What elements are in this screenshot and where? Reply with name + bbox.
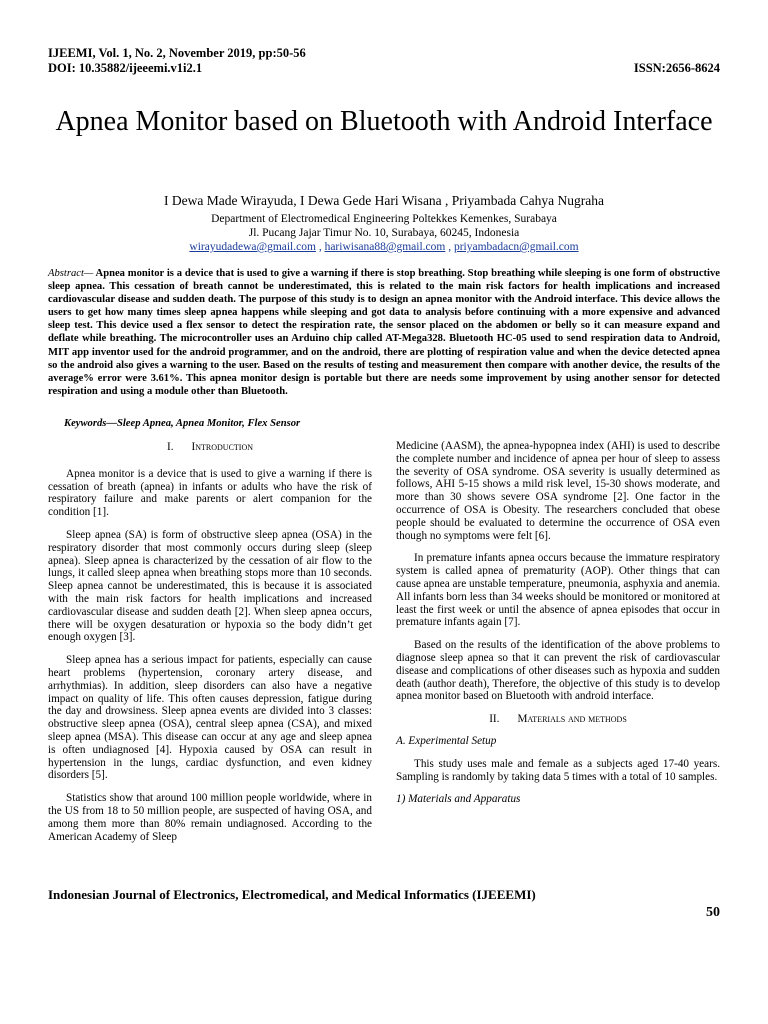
journal-header: IJEEMI, Vol. 1, No. 2, November 2019, pp:50-56 xyxy=(48,46,306,60)
subsection-heading: A. Experimental Setup xyxy=(396,734,497,747)
paragraph: Based on the results of the identification of the above problems to diagnose sleep apnea so that it can prevent the risk of cardiovascular disease and complications of other diseases such as hypoxia and sudden death (author death), Therefore, the objective of this study is to develop apnea monitor based on Bluetooth with android interface. xyxy=(396,639,720,703)
section-heading-introduction: I. Introduction xyxy=(166,441,254,453)
doi-line: DOI: 10.35882/ijeeemi.v1i2.1 xyxy=(48,61,203,75)
paragraph: In premature infants apnea occurs because the immature respiratory system is called apnea of prematurity (AOP). Other things that can cause apnea are unstable temperature, pneumonia, asphyxia and anemia. All infants born less than 34 weeks should be monitored or monitored at least the first week or until the absence of apnea episodes that occur in premature infants again [7]. xyxy=(396,552,720,629)
paragraph: Sleep apnea has a serious impact for patients, especially can cause heart problems (hypertension, coronary artery disease, and arrhythmias). In addition, sleep disorders can also have a negative impact on quality of life. This often causes depression, fatigue during the day and drowsiness. Sleep apnea events are divided into 3 classes: obstructive sleep apnea (OSA), central sleep apnea (CSA), and mixed sleep apnea (MSA). This disease can occur at any age and sleep apnea is often undiagnosed [4]. Hypoxia caused by OSA can result in hypertension in the lungs, cardiac dysfunction, and even kidney disorders [5]. xyxy=(48,654,372,782)
affiliation-department: Department of Electromedical Engineering Poltekkes Kemenkes, Surabaya xyxy=(211,213,557,225)
author-emails: wirayudadewa@gmail.com , hariwisana88@gmail.com , priyambadacn@gmail.com xyxy=(189,241,579,253)
issn-line: ISSN:2656-8624 xyxy=(633,61,720,75)
email-link[interactable]: wirayudadewa@gmail.com xyxy=(189,241,316,253)
paragraph: Apnea monitor is a device that is used to give a warning if there is cessation of breath (apnea) in infants or adults who have the risk of respiratory failure and make parents or alert companion for the condition [1]. xyxy=(48,467,372,519)
keywords: Keywords—Sleep Apnea, Apnea Monitor, Flex Sensor xyxy=(64,418,301,429)
right-column xyxy=(396,440,720,816)
email-link[interactable]: hariwisana88@gmail.com xyxy=(324,241,446,253)
paragraph: This study uses male and female as a subjects aged 17-40 years. Sampling is randomly by taking data 5 times with a total of 10 samples. xyxy=(396,757,720,783)
page-number: 50 xyxy=(706,905,720,920)
left-column xyxy=(48,441,372,853)
abstract xyxy=(48,267,720,398)
abstract-text: Apnea monitor is a device that is used to give a warning if there is stop breathing. Stop breathing while sleeping is one form of obstructive sleep apnea. This cessation of breath cannot be underestimated, this is related to the main risk factors for health implications and increased cardiovascular disease and sudden death. The purpose of this study is to design an apnea monitor with the Android interface. This device allows the users to get how many times sleep apnea happens while sleeping and got data to analysis before continuing with a more expensive and advanced sleep test. This device used a flex sensor to detect the respiration rate, the sensor placed on the abdomen or belly so it can measure expand and deflate while breathing. The microcontroller uses an Arduino chip called AT-Mega328. Bluetooth HC-05 used to send respiration data to Android, MIT app inventor used for the android programmer, and on the android, there are plotting of respiration value and when the device detected apnea so the android also gives a warning to the user. Based on the results of testing and measurement then compare with another device, the results of the average% error were 3.61%. This apnea monitor design is portable but there are needs some improvement by using another sensor for detected respiration and using a module other than Bluetooth. xyxy=(48,268,720,397)
paragraph: Medicine (AASM), the apnea-hypopnea index (AHI) is used to describe the complete number and incidence of apnea per hour of sleep to assess the severity of OSA syndrome. OSA severity is usually determined as follows, AHI 5-15 shows a mild risk level, 15-30 shows moderate, and more than 30 shows severe OSA syndrome [2]. One factor in the occurrence of OSA is Obesity. The researchers concluded that obese people should be evaluated to determine the occurrence of OSA even though no symptoms were felt [6]. xyxy=(396,440,720,542)
paragraph: Statistics show that around 100 million people worldwide, where in the US from 18 to 50 million people, are suspected of having OSA, and among them more than 80% remain undiagnosed. According to the American Academy of Sleep xyxy=(48,792,372,843)
paper-title: Apnea Monitor based on Bluetooth with Android Interface xyxy=(55,106,713,137)
email-link[interactable]: priyambadacn@gmail.com xyxy=(453,241,579,253)
footer-journal-name: Indonesian Journal of Electronics, Electromedical, and Medical Informatics (IJEEEMI) xyxy=(48,887,536,902)
author-list: I Dewa Made Wirayuda, I Dewa Gede Hari Wisana , Priyambada Cahya Nugraha xyxy=(164,193,604,208)
subsubsection-heading: 1) Materials and Apparatus xyxy=(396,793,521,806)
paragraph: Sleep apnea (SA) is form of obstructive sleep apnea (OSA) in the respiratory disorder that most commonly occurs during sleep (sleep apnea). Sleep apnea is characterized by the cessation of air flow to the lungs, it called sleep apnea when breathing stops more than 10 seconds. Sleep apnea cannot be underestimated, this is because it is associated with the main risk factors for health implications and increased cardiovascular disease and sudden death [2]. When sleep apnea occurs, there will be oxygen desaturation or hypoxia so the body didn’t get enough oxygen [3]. xyxy=(48,528,372,644)
affiliation-address: Jl. Pucang Jajar Timur No. 10, Surabaya, 60245, Indonesia xyxy=(248,227,520,239)
abstract-label: Abstract— xyxy=(48,268,94,279)
section-heading-materials: II. Materials and methods xyxy=(489,713,627,726)
